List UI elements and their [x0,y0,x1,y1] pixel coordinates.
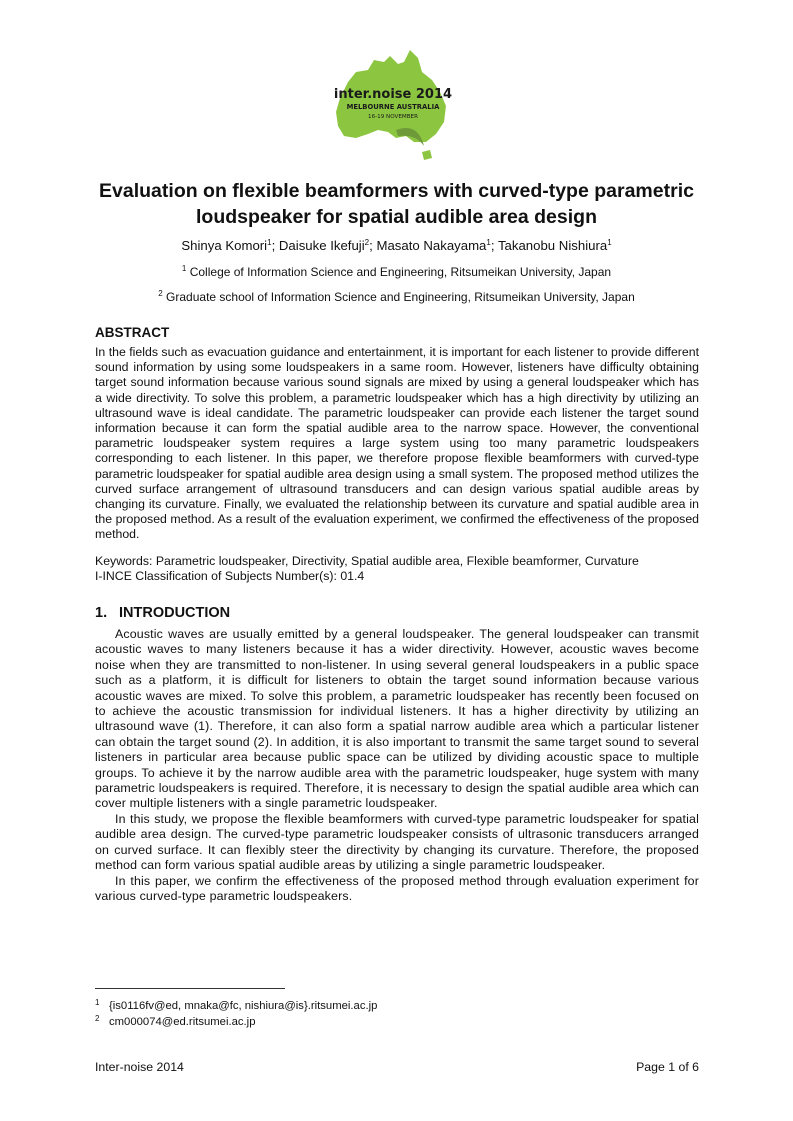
footnote-1 [95,996,377,1013]
paragraph: In this paper, we confirm the effectiveness of the proposed method through evaluation experiment for various curved-type parametric loudspeakers. [95,873,699,903]
footer-page-number: Page 1 of 6 [636,1060,699,1074]
author-list [60,238,733,254]
footnote-text: {is0116fv@ed, mnaka@fc, nishiura@is}.ritsumei.ac.jp [109,1000,378,1012]
paper-title [60,178,733,230]
affiliation-text: Graduate school of Information Science and Engineering, Ritsumeikan University, Japan [166,290,635,304]
author-separator: ; [369,238,377,253]
introduction-body [95,627,699,904]
author-separator: ; [490,238,498,253]
footnote-mark: 1 [95,998,100,1007]
author-affil-mark: 1 [267,238,272,247]
author-name: Daisuke Ikefuji [278,238,365,253]
paragraph: Acoustic waves are usually emitted by a general loudspeaker. The general loudspeaker can transmit acoustic waves to many listeners because it has a wider directivity. However, acoustic waves become noise when they are transmitted to non-listener. In using several general loudspeakers in a public space such as a platform, it is difficult for listeners to obtain the target sound information because various acoustic waves are mixed. To solve this problem, a parametric loudspeaker has recently been focused on to achieve the acoustic transmission for individual listeners. It has a higher directivity by utilizing an ultrasound wave (1). Therefore, it can also form a spatial narrow audible area which a particular listener can obtain the target sound (2). In addition, it is also important to transmit the same target sound to several listeners in particular area because public space can be utilized by dividing acoustic space to multiple groups. To achieve it by the narrow audible area with the parametric loudspeaker, huge system with many parametric loudspeakers is required. Therefore, it is necessary to design the spatial audible area which can cover multiple listeners with a single parametric loudspeaker. [95,627,699,811]
abstract-heading: ABSTRACT [95,325,170,340]
paragraph: In this study, we propose the flexible beamformers with curved-type parametric loudspeaker for spatial audible area design. The curved-type parametric loudspeaker consists of ultrasonic transducers arranged on curved surface. It can flexibly steer the directivity by changing its curvature. Therefore, the proposed method can form various spatial audible areas by utilizing a single parametric loudspeaker. [95,811,699,873]
footer-conference: Inter-noise 2014 [95,1060,184,1074]
affiliation-2 [60,290,733,304]
author-affil-mark: 1 [486,238,491,247]
author-affil-mark: 2 [364,238,370,247]
keywords: Keywords: Parametric loudspeaker, Directivity, Spatial audible area, Flexible beamformer, Curvature [95,554,639,568]
title-line-1: Evaluation on flexible beamformers with curved-type parametric [99,180,694,202]
footnote-divider [95,988,285,989]
abstract-body [95,345,699,543]
footnote-mark: 2 [95,1014,100,1023]
section-number: 1. [95,605,108,621]
abstract-text: In the fields such as evacuation guidance and entertainment, it is important for each listener to provide different sound information by using some loudspeakers in a same room. However, listeners have difficulty obtaining target sound information because various sound signals are mixed by using a general loudspeaker which has a wide directivity. To solve this problem, a parametric loudspeaker which has a high directivity by utilizing an ultrasound wave is ideal candidate. The parametric loudspeaker can provide each listener the target sound information because it can form the spatial audible area to the narrow space. However, the conventional parametric loudspeaker system requires a large system using too many parametric loudspeakers corresponding to each listener. In this paper, we therefore propose flexible beamformers with curved-type parametric loudspeaker for spatial audible area design using a small system. The proposed method utilizes the curved surface arrangement of ultrasound transducers and can design various spatial audible areas by changing its curvature. Finally, we evaluated the relationship between its curvature and spatial audible area in the proposed method. As a result of the evaluation experiment, we confirmed the effectiveness of the proposed method. [95,345,699,542]
section-title: INTRODUCTION [119,605,231,621]
logo-conference-text: inter.noise 2014 [333,87,453,102]
footnote-text: cm000074@ed.ritsumei.ac.jp [109,1016,256,1028]
author-name: Shinya Komori [181,238,268,253]
affiliation-1 [60,265,733,279]
footnote-2 [95,1012,255,1029]
author-name: Takanobu Nishiura [497,238,608,253]
affiliation-text: College of Information Science and Engineering, Ritsumeikan University, Japan [189,265,612,279]
australia-map-logo [318,42,468,166]
author-name: Masato Nakayama [376,238,487,253]
tasmania-shape [422,150,432,160]
logo-location-text: MELBOURNE AUSTRALIA [346,103,440,111]
section-heading-introduction [95,605,230,621]
classification: I-INCE Classification of Subjects Number(s): 01.4 [95,569,365,583]
affiliation-mark: 2 [158,289,163,298]
author-separator: ; [271,238,279,253]
affiliation-mark: 1 [181,264,187,273]
title-line-2: loudspeaker for spatial audible area design [196,206,597,228]
logo-dates-text: 16-19 NOVEMBER [368,114,418,120]
author-affil-mark: 1 [607,238,612,247]
conference-logo [318,42,468,166]
